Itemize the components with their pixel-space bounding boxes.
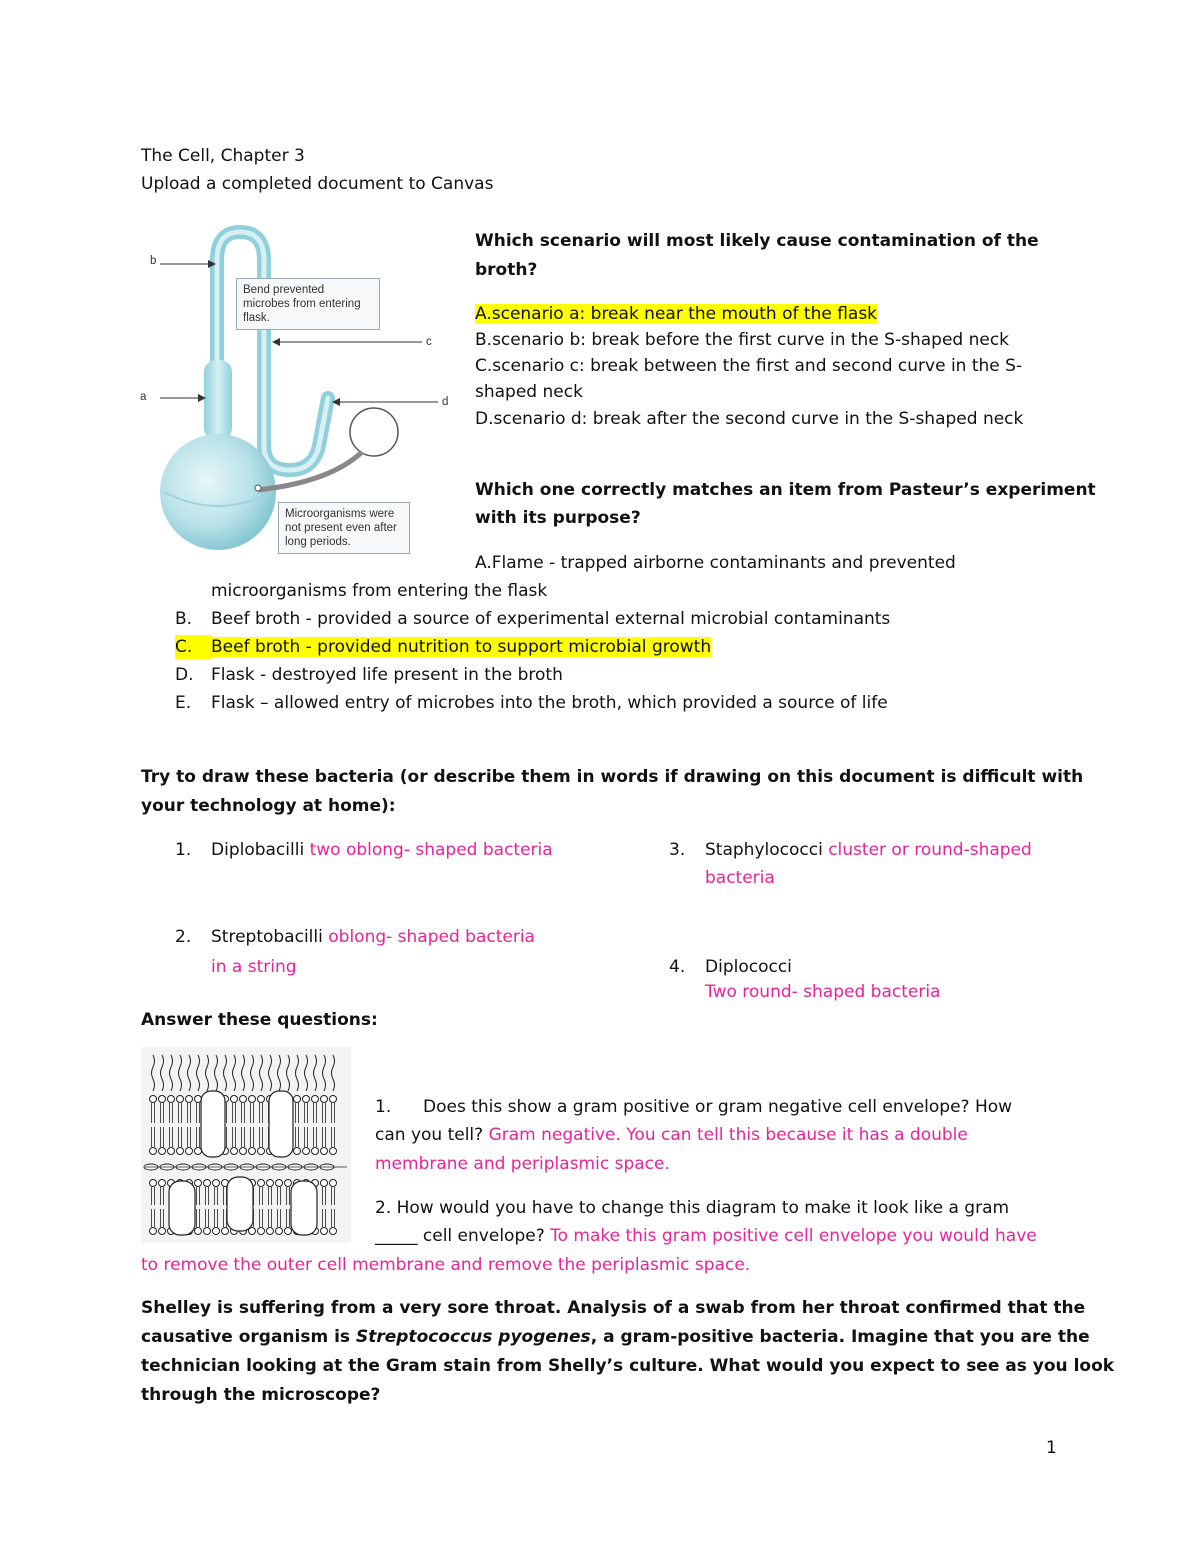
q2-option-c-text: Beef broth - provided nutrition to support microbial growth bbox=[211, 637, 712, 657]
membrane-illustration bbox=[141, 1047, 351, 1243]
q2-question-line1: Which one correctly matches an item from Pasteur’s experiment bbox=[475, 480, 1096, 500]
answer-questions-heading: Answer these questions: bbox=[141, 1010, 378, 1030]
case-line3: technician looking at the Gram stain from Shelly’s culture. What would you expect to see as you look bbox=[141, 1356, 1115, 1376]
envelope-q1-num: 1. bbox=[375, 1097, 392, 1117]
case-line4: through the microscope? bbox=[141, 1385, 381, 1405]
envelope-q2-answer2: to remove the outer cell membrane and remove the periplasmic space. bbox=[141, 1255, 751, 1275]
q2-option-c-letter: C. bbox=[175, 635, 211, 659]
q1-option-c-cont-text: shaped neck bbox=[475, 382, 583, 402]
q2-option-e-letter: E. bbox=[175, 693, 192, 713]
q2-option-b-text: Beef broth - provided a source of experimental external microbial contaminants bbox=[211, 609, 891, 629]
q1-option-b bbox=[475, 328, 1009, 352]
bacteria-item-2-answer-cont: in a string bbox=[211, 957, 297, 977]
label-a: a bbox=[140, 391, 147, 403]
envelope-q2-blank: _____ bbox=[375, 1226, 418, 1246]
envelope-q2-line1: 2. How would you have to change this diagram to make it look like a gram bbox=[375, 1198, 1010, 1218]
envelope-q1-answer2: membrane and periplasmic space. bbox=[375, 1154, 670, 1174]
envelope-q1 bbox=[375, 1095, 1012, 1119]
q1-option-c-cont bbox=[475, 380, 583, 404]
envelope-q1-text2: can you tell? bbox=[375, 1125, 484, 1145]
q1-question-line2: broth? bbox=[475, 260, 538, 280]
q1-option-d-text: scenario d: break after the second curve in the S-shaped neck bbox=[493, 409, 1024, 429]
cell-envelope-diagram bbox=[141, 1047, 351, 1243]
q2-option-d-letter: D. bbox=[175, 665, 194, 685]
q1-option-d bbox=[475, 407, 1023, 431]
q2-option-a-text: Flame - trapped airborne contaminants and prevented bbox=[491, 553, 956, 573]
q2-question-line2: with its purpose? bbox=[475, 508, 641, 528]
callout-bend: Bend prevented microbes from entering flask. bbox=[236, 278, 380, 330]
bacteria-item-3-answer: cluster or round-shaped bbox=[828, 840, 1032, 860]
case-line2 bbox=[141, 1325, 1090, 1349]
case-line2-pre: causative organism is bbox=[141, 1327, 351, 1347]
bacteria-item-1-num: 1. bbox=[175, 840, 192, 860]
case-line2-post: , a gram-positive bacteria. Imagine that you are the bbox=[590, 1327, 1090, 1347]
q1-option-b-text: scenario b: break before the first curve in the S-shaped neck bbox=[492, 330, 1010, 350]
bacteria-item-3-name: Staphylococci bbox=[705, 840, 823, 860]
bacteria-item-2-answer: oblong- shaped bacteria bbox=[328, 927, 535, 947]
document-subtitle: Upload a completed document to Canvas bbox=[141, 174, 494, 194]
label-b: b bbox=[150, 255, 157, 267]
envelope-q2-line2 bbox=[375, 1224, 1037, 1248]
q2-option-e bbox=[175, 691, 888, 715]
envelope-q2-text: cell envelope? bbox=[422, 1226, 545, 1246]
q2-option-a bbox=[475, 551, 956, 575]
q1-option-b-letter: B. bbox=[475, 330, 493, 350]
q1-option-c bbox=[475, 354, 1022, 378]
swan-neck-flask-figure bbox=[140, 220, 460, 560]
q1-option-d-letter: D. bbox=[475, 409, 494, 429]
label-c: c bbox=[426, 336, 432, 348]
q1-option-c-letter: C. bbox=[475, 356, 493, 376]
q2-option-d bbox=[175, 663, 563, 687]
bacteria-item-4-answer: Two round- shaped bacteria bbox=[705, 982, 941, 1002]
case-line1: Shelley is suffering from a very sore throat. Analysis of a swab from her throat confirmed that the bbox=[141, 1298, 1086, 1318]
bacteria-item-4-name: Diplococci bbox=[705, 957, 792, 977]
case-organism-name: Streptococcus pyogenes bbox=[355, 1327, 591, 1347]
page-number: 1 bbox=[1046, 1438, 1057, 1458]
envelope-q1-line2 bbox=[375, 1123, 968, 1147]
bacteria-item-2-name: Streptobacilli bbox=[211, 927, 323, 947]
q2-option-b-letter: B. bbox=[175, 609, 193, 629]
envelope-q1-answer1: Gram negative. You can tell this because it has a double bbox=[488, 1125, 968, 1145]
bacteria-item-3 bbox=[669, 838, 1032, 862]
bacteria-item-2 bbox=[175, 925, 535, 949]
bacteria-item-2-num: 2. bbox=[175, 927, 192, 947]
q1-option-c-text: scenario c: break between the first and second curve in the S- bbox=[492, 356, 1023, 376]
q2-option-e-text: Flask – allowed entry of microbes into the broth, which provided a source of life bbox=[211, 693, 888, 713]
bacteria-item-1-answer: two oblong- shaped bacteria bbox=[309, 840, 553, 860]
bacteria-item-3-answer-cont: bacteria bbox=[705, 868, 775, 888]
document-title: The Cell, Chapter 3 bbox=[141, 146, 305, 166]
bacteria-item-3-num: 3. bbox=[669, 840, 686, 860]
q2-option-a-letter: A. bbox=[475, 553, 492, 573]
q2-option-b bbox=[175, 607, 890, 631]
q1-option-a-text: scenario a: break near the mouth of the flask bbox=[491, 304, 878, 324]
bacteria-prompt-line2: your technology at home): bbox=[141, 796, 396, 816]
bacteria-item-4 bbox=[669, 955, 792, 979]
callout-no-microorganisms: Microorganisms were not present even after long periods. bbox=[278, 502, 410, 554]
q1-question-line1: Which scenario will most likely cause contamination of the bbox=[475, 231, 1039, 251]
q2-option-c bbox=[175, 635, 711, 659]
envelope-q1-text: Does this show a gram positive or gram negative cell envelope? How bbox=[423, 1097, 1013, 1117]
label-d: d bbox=[442, 396, 449, 408]
bacteria-prompt-line1: Try to draw these bacteria (or describe them in words if drawing on this document is difficult with bbox=[141, 767, 1084, 787]
q2-option-d-text: Flask - destroyed life present in the broth bbox=[211, 665, 563, 685]
bacteria-item-1-name: Diplobacilli bbox=[211, 840, 305, 860]
q2-option-a-cont: microorganisms from entering the flask bbox=[211, 581, 548, 601]
bacteria-item-4-num: 4. bbox=[669, 957, 686, 977]
q1-option-a bbox=[475, 302, 877, 326]
envelope-q2-answer1: To make this gram positive cell envelope you would have bbox=[550, 1226, 1037, 1246]
q1-option-a-letter: A. bbox=[475, 304, 492, 324]
bacteria-item-1 bbox=[175, 838, 553, 862]
